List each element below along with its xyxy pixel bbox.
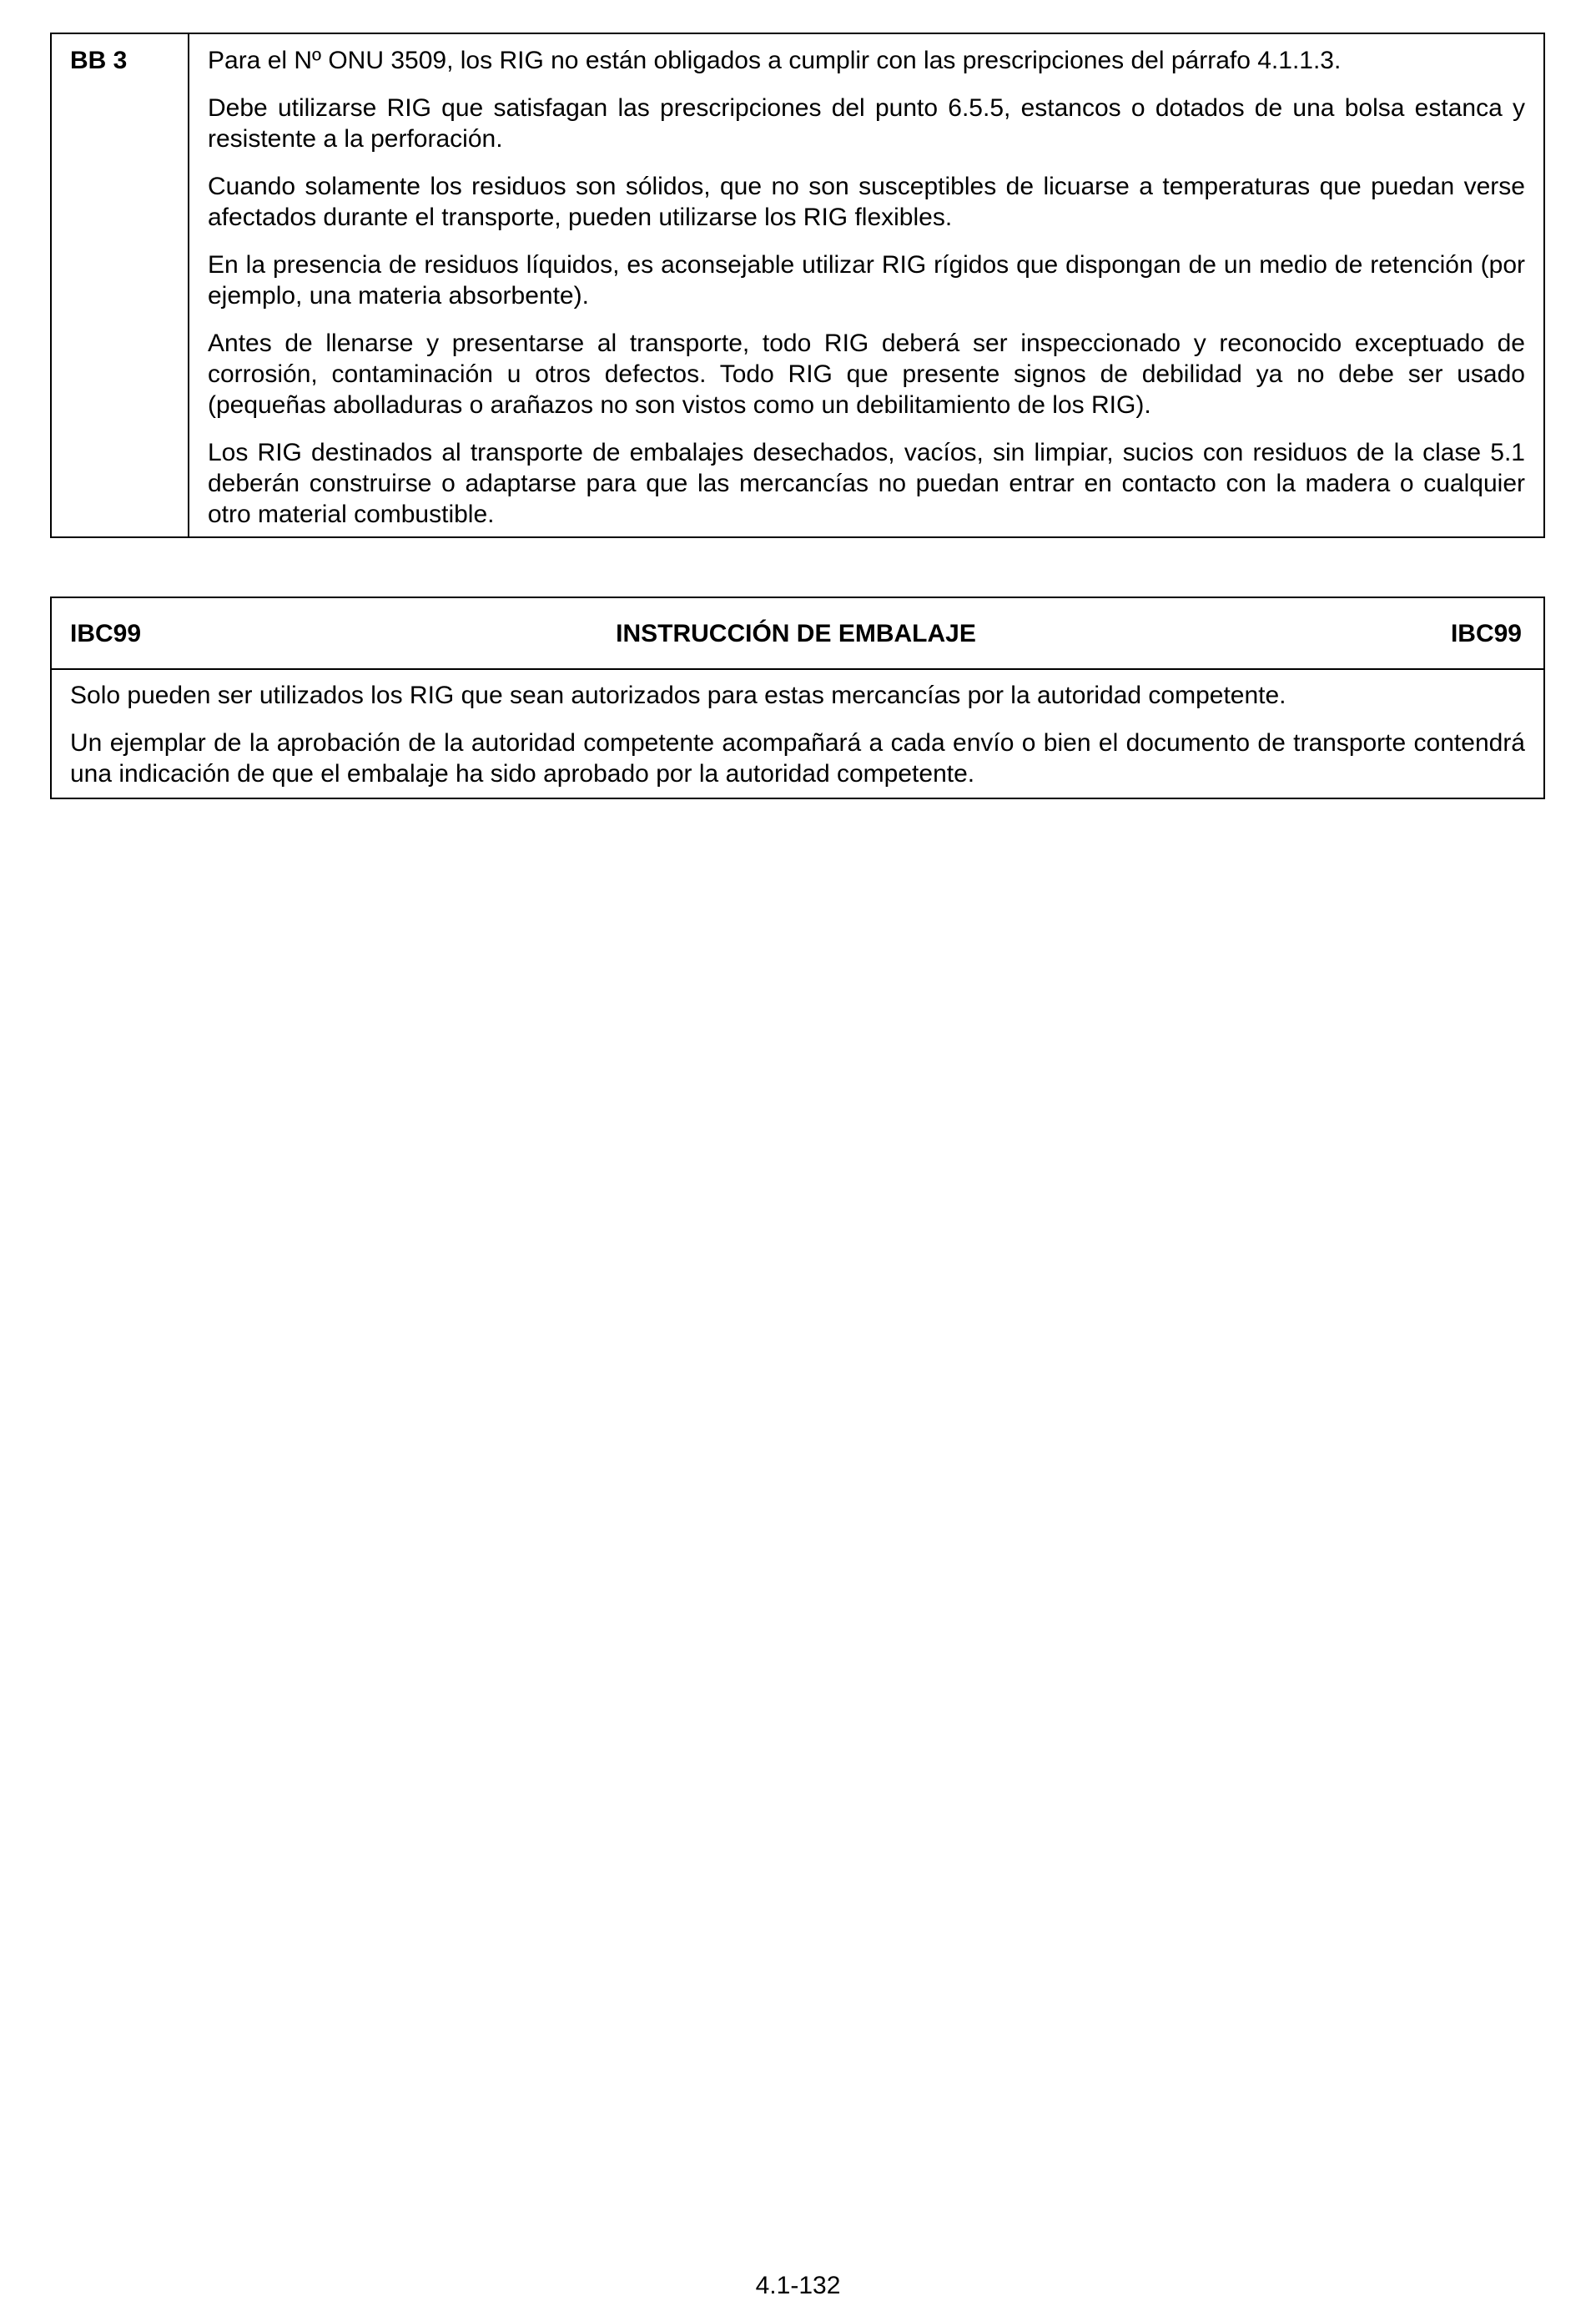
ibc99-instruction-table [50, 597, 1545, 799]
bb3-paragraph: Debe utilizarse RIG que satisfagan las prescripciones del punto 6.5.5, estancos o dotados de una bolsa estanca y resistente a la perforación. [208, 94, 1525, 153]
ibc99-body-row [51, 669, 1544, 798]
bb3-content [189, 33, 1544, 537]
ibc99-header-cell [51, 597, 1544, 669]
bb3-row [51, 33, 1544, 537]
bb3-label: BB 3 [51, 33, 189, 537]
ibc99-body [51, 669, 1544, 798]
ibc99-title: INSTRUCCIÓN DE EMBALAJE [616, 619, 976, 647]
bb3-paragraph: En la presencia de residuos líquidos, es aconsejable utilizar RIG rígidos que dispongan de un medio de retención (por ejemplo, una materia absorbente). [208, 251, 1525, 310]
bb3-paragraph: Para el Nº ONU 3509, los RIG no están obligados a cumplir con las prescripciones del párrafo 4.1.1.3. [208, 47, 1342, 74]
ibc99-paragraph: Solo pueden ser utilizados los RIG que sean autorizados para estas mercancías por la autoridad competente. [70, 682, 1286, 709]
page-number: 4.1-132 [755, 2272, 841, 2299]
bb3-paragraph: Los RIG destinados al transporte de embalajes desechados, vacíos, sin limpiar, sucios con residuos de la clase 5.1 deberán construirse o adaptarse para que las mercancías no puedan entrar en contacto con la madera o cualquier otro material combustible. [208, 439, 1525, 528]
ibc99-header [70, 598, 1522, 668]
ibc99-code-right: IBC99 [1450, 619, 1522, 647]
bb3-provision-table [50, 33, 1545, 538]
ibc99-header-row [51, 597, 1544, 669]
ibc99-code-left: IBC99 [70, 619, 142, 647]
ibc99-paragraph: Un ejemplar de la aprobación de la autoridad competente acompañará a cada envío o bien el documento de transporte contendrá una indicación de que el embalaje ha sido aprobado por la autoridad competente. [70, 729, 1525, 788]
bb3-paragraph: Cuando solamente los residuos son sólidos, que no son susceptibles de licuarse a temperaturas que puedan verse afectados durante el transporte, pueden utilizarse los RIG flexibles. [208, 173, 1525, 231]
bb3-paragraph: Antes de llenarse y presentarse al transporte, todo RIG deberá ser inspeccionado y reconocido exceptuado de corrosión, contaminación u otros defectos. Todo RIG que presente signos de debilidad ya no debe ser usado (pequeñas abolladuras o arañazos no son vistos como un debilitamiento de los RIG). [208, 330, 1525, 419]
